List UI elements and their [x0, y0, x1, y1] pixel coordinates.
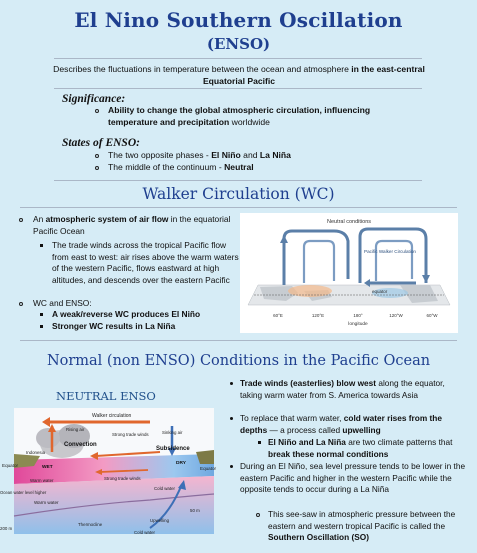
wet-label: WET	[42, 465, 53, 470]
bullet-circle-icon	[95, 166, 99, 170]
bullet-circle-icon	[19, 302, 23, 306]
states-heading: States of ENSO:	[62, 137, 140, 149]
sinking-air-label: Sinking air	[162, 430, 183, 435]
page-subtitle: (ENSO)	[206, 35, 271, 53]
bullet-dot-icon	[230, 382, 233, 385]
tick-label: 120°E	[311, 313, 325, 318]
tick-label: 60°E	[273, 313, 283, 318]
rising-air-label: Rising air	[66, 427, 85, 432]
walker-equator-label: equator	[372, 289, 388, 294]
neutral-enso-title: NEUTRAL ENSO	[56, 389, 156, 403]
subsidence-label: Subsidence	[156, 446, 190, 452]
divider	[54, 180, 422, 181]
divider	[20, 340, 457, 341]
divider	[54, 88, 422, 89]
ocean-water-level-label: Ocean water level higher	[0, 490, 47, 495]
walker-item-enso: WC and ENSO:	[33, 298, 92, 308]
enso-description: Describes the fluctuations in temperature between the ocean and atmosphere in the east-central Equatorial Pacific	[53, 64, 425, 86]
bullet-circle-icon	[95, 109, 99, 113]
cold-water-surface-label: Cold water	[154, 486, 175, 491]
equator-right-label: Equator	[200, 466, 217, 471]
equator-left-label: Equator	[2, 463, 19, 468]
tick-label: 60°W	[426, 313, 438, 318]
bullet-circle-icon	[95, 154, 99, 158]
bullet-circle-icon	[19, 218, 23, 222]
bullet-square-icon	[258, 441, 261, 444]
bullet-square-icon	[40, 325, 43, 328]
walker-circulation-figure	[240, 213, 458, 333]
thermocline-label: Thermocline	[78, 522, 103, 527]
cold-water-label: Cold water	[134, 530, 155, 535]
walker-heading: Walker Circulation (WC)	[142, 185, 335, 203]
convection-label: Convection	[64, 442, 97, 448]
strong-trade-winds-mid-label: Strong trade winds	[104, 476, 141, 481]
upwelling-label: Upwelling	[150, 518, 170, 523]
bullet-circle-icon	[256, 513, 260, 517]
bullet-square-icon	[40, 244, 43, 247]
divider	[54, 58, 422, 59]
neutral-enso-svg	[0, 404, 222, 541]
tick-label: 120°W	[389, 313, 403, 318]
bullet-dot-icon	[230, 465, 233, 468]
walker-circulation-label: Walker circulation	[92, 413, 132, 419]
walker-item-trade-winds: The trade winds across the tropical Pacific flow from east to west: air rises above the warm waters of the western Pacific, flows eastward at high altitudes, and descends over the eastern Pacific	[52, 240, 239, 285]
normal-bullet-pressure: During an El Niño, sea level pressure tends to be lower in the eastern Pacific and higher in the western Pacific while the opposite tends to occur during a La Niña	[240, 461, 466, 494]
walker-item-el-nino: A weak/reverse WC produces El Niño	[52, 309, 201, 319]
walker-loop-label: Pacific Walker Circulation	[364, 249, 416, 254]
states-item-phases: The two opposite phases - El Niño and La Niña	[108, 150, 291, 160]
depth-50-label: 50 m	[190, 508, 200, 513]
walker-figure-title: Neutral conditions	[326, 219, 372, 225]
bullet-dot-icon	[230, 417, 233, 420]
divider	[20, 207, 457, 208]
significance-text: Ability to change the global atmospheric circulation, influencing temperature and precipitation worldwide	[108, 105, 371, 127]
warm-water-label: Warm water	[34, 500, 59, 505]
depth-200-label: 200 m	[0, 526, 13, 531]
normal-sub-break-conditions: El Niño and La Niña are two climate patterns that break these normal conditions	[268, 437, 453, 459]
bullet-square-icon	[40, 313, 43, 316]
normal-bullet-upwelling: To replace that warm water, cold water rises from the depths — a process called upwelling	[240, 413, 442, 435]
dry-label: DRY	[176, 461, 186, 466]
tick-label: 180°	[353, 313, 363, 318]
page-title: El Nino Southern Oscillation	[74, 8, 403, 32]
walker-item-definition: An atmospheric system of air flow in the equatorial Pacific Ocean	[33, 214, 231, 236]
walker-item-la-nina: Stronger WC results in La Niña	[52, 321, 176, 331]
normal-heading: Normal (non ENSO) Conditions in the Pacific Ocean	[46, 353, 431, 369]
normal-bullet-trade-winds: Trade winds (easterlies) blow west along the equator, taking warm water from S. America towards Asia	[240, 378, 445, 400]
neutral-enso-figure	[0, 404, 222, 541]
strong-trade-winds-label: Strong trade winds	[112, 432, 149, 437]
normal-sub-southern-oscillation: This see-saw in atmospheric pressure between the eastern and western tropical Pacific is called the Southern Oscillation (SO)	[268, 509, 456, 542]
states-item-neutral: The middle of the continuum - Neutral	[108, 162, 254, 172]
significance-heading: Significance:	[62, 93, 126, 105]
walker-axis-label: longitude	[348, 322, 368, 327]
indonesia-label: Indonesia	[26, 450, 46, 455]
walker-diagram-svg	[240, 213, 458, 333]
warm-water-top-label: Warm water	[30, 478, 54, 483]
